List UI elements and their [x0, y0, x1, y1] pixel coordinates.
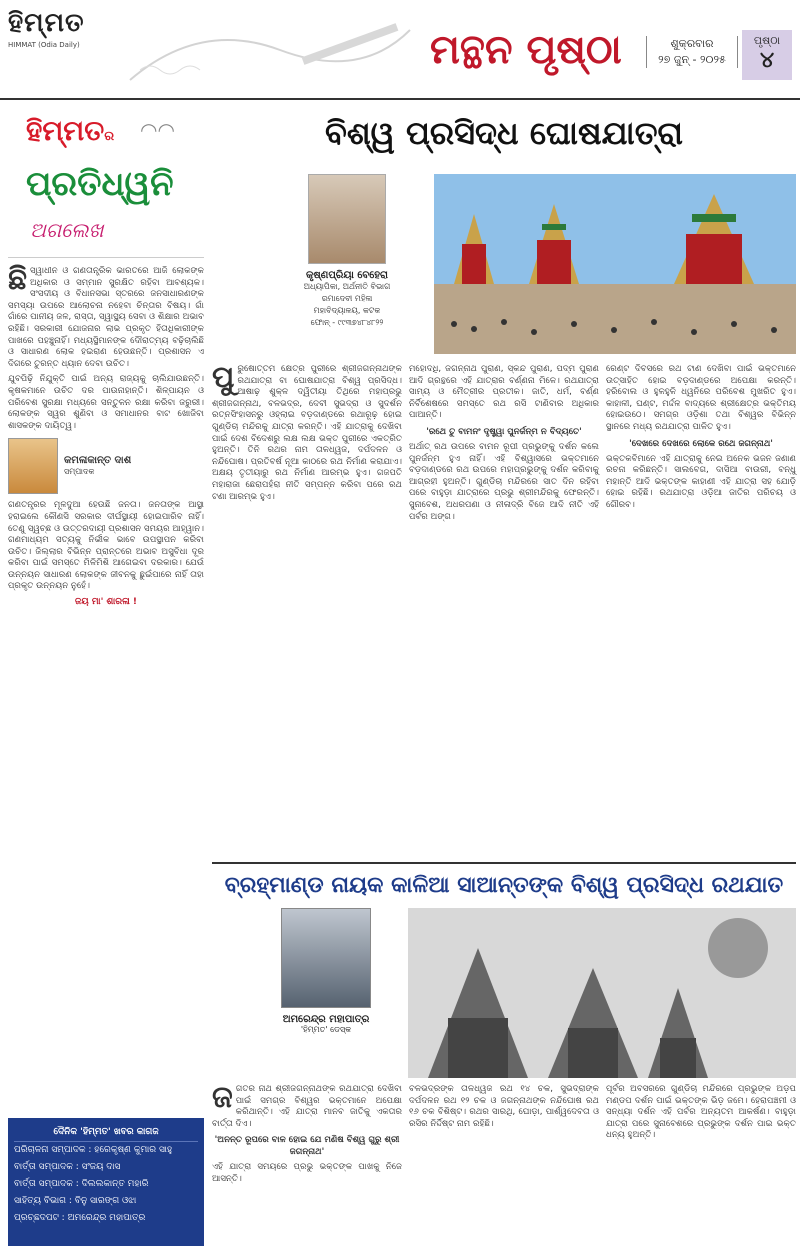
author-name: କୃଷ୍ଣପ୍ରିୟା ବେହେରା [305, 270, 389, 281]
article-byline [272, 174, 422, 356]
section-title: ମନ୍ଥନ ପୃଷ୍ଠା [430, 26, 622, 73]
article-column-2 [409, 364, 599, 864]
editor-photo [8, 438, 58, 494]
article-column-3 [606, 1084, 796, 1244]
article-text: ଏହି ଯାତ୍ରା ସମୟରେ ପ୍ରଭୁ ଭକ୍ତଙ୍କ ପାଖକୁ ନିଜେ ଆସନ୍ତି। [212, 1162, 402, 1184]
article-text: ରୁଷୋତ୍ତମ କ୍ଷେତ୍ର ପୁରୀରେ ଶ୍ରୀଜଗନ୍ନାଥଙ୍କ ରଥଯାତ୍ରା ବା ଘୋଷଯାତ୍ରା ବିଶ୍ୱ ପ୍ରସିଦ୍ଧ। ଆଷାଢ଼ ଶୁକ୍ଳ ଦ୍ୱିତୀୟା ତିଥିରେ ମହାପ୍ରଭୁ ଶ୍ରୀଜଗନ୍ନାଥ, ବଳଭଦ୍ର, ଦେବୀ ସୁଭଦ୍ରା ଓ ସୁଦର୍ଶନ ରତ୍ନସିଂହାସନରୁ ଓହ୍ଲାଇ ବଡ଼ଦାଣ୍ଡରେ ରଥାରୂଢ଼ ହୋଇ ଗୁଣ୍ଡିଚା ମନ୍ଦିରକୁ ଯାତ୍ରା କରନ୍ତି। ଏହି ଯାତ୍ରାକୁ ଦେଖିବା ପାଇଁ ଦେଶ ବିଦେଶରୁ ଲକ୍ଷ ଲକ୍ଷ ଭକ୍ତ ପୁରୀରେ ଏକତ୍ରିତ ହୁଅନ୍ତି। ତିନି ରଥର ନାମ ତାଳଧ୍ୱଜ, ଦର୍ପଦଳନ ଓ ନନ୍ଦିଘୋଷ। ପ୍ରତିବର୍ଷ ନୂଆ କାଠରେ ରଥ ନିର୍ମାଣ କରାଯାଏ। ଅକ୍ଷୟ ତୃତୀୟାରୁ ରଥ ନିର୍ମାଣ ଆରମ୍ଭ ହୁଏ। ଗଜପତି ମହାରାଜା ଛେରାପହଁରା ନୀତି ସମ୍ପନ୍ନ କରିବା ପରେ ରଥ ଟଣା ଆରମ୍ଭ ହୁଏ। [212, 364, 402, 502]
editorial-credits-box [8, 1118, 204, 1246]
brand-line-3: ଅଗଲେଖ [30, 218, 104, 242]
brand-line-2: ପ୍ରତିଧ୍ୱନି [26, 164, 174, 204]
rath-yatra-photo [434, 174, 796, 354]
article-text: ବଳଭଦ୍ରଙ୍କ ତାଳଧ୍ୱଜ ରଥ ୧୪ ଚକ, ସୁଭଦ୍ରାଙ୍କ ଦର୍ପଦଳନ ରଥ ୧୨ ଚକ ଓ ଜଗନ୍ନାଥଙ୍କ ନନ୍ଦିଘୋଷ ରଥ ୧୬ ଚକ ବିଶିଷ୍ଟ। ରଥର ସାରଥି, ଘୋଡ଼ା, ପାର୍ଶ୍ୱଦେବତା ଓ ରସିର ନିର୍ଦ୍ଦିଷ୍ଟ ନାମ ରହିଛି। [409, 1084, 599, 1129]
editorial-brand [8, 108, 204, 258]
logo-text: ହିମ୍ମତ [8, 8, 85, 38]
author-name: ଅମରେନ୍ଦ୍ର ମହାପାତ୍ର [282, 1014, 370, 1025]
author-photo [308, 174, 386, 264]
editorial-column [8, 108, 204, 1248]
page-number-box [742, 30, 792, 80]
editorial-signoff: ଜୟ ମା' ଶାରଳା ! [75, 597, 137, 608]
date-box [646, 36, 738, 68]
article-headline: ବ୍ରହ୍ମାଣ୍ଡ ନାୟକ କାଳିଆ ସାଆନ୍ତଙ୍କ ବିଶ୍ୱ ପ୍ରସିଦ୍ଧ ରଥଯାତ [212, 862, 796, 908]
verse-quote: 'ରଥେ ତୁ ବାମନଂ ଦୃଷ୍ଟ୍ୱା ପୁନର୍ଜନ୍ମ ନ ବିଦ୍ୟତେ' [426, 426, 582, 437]
article-text: ରେଣ୍ଟ ଦିବସରେ ରଥ ଟାଣ ଦେଖିବା ପାଇଁ ଭକ୍ତମାନେ ଉତ୍ସାହିତ ହୋଇ ବଡ଼ଦାଣ୍ଡରେ ଅପେକ୍ଷା କରନ୍ତି। ହରିବୋଲ ଓ ହୁଳହୁଳି ଧ୍ୱନିରେ ପରିବେଶ ମୁଖରିତ ହୁଏ। କାହାଳୀ, ଘଣ୍ଟ, ମର୍ଦ୍ଦଳ ବାଦ୍ୟରେ ଶ୍ରୀକ୍ଷେତ୍ର ଭକ୍ତିମୟ ହୋଇଉଠେ। ସମଗ୍ର ଓଡ଼ିଶା ତଥା ବିଶ୍ୱର ବିଭିନ୍ନ ସ୍ଥାନରେ ମଧ୍ୟ ରଥଯାତ୍ରା ପାଳିତ ହୁଏ। [606, 364, 796, 432]
article-headline: ବିଶ୍ୱ ପ୍ରସିଦ୍ଧ ଘୋଷଯାତ୍ରା [325, 114, 683, 152]
credit-line: ବାର୍ତ୍ତା ସମ୍ପାଦକ : ଦିଲଲକାନ୍ତ ମହାରି [14, 1179, 149, 1189]
article-byline [266, 908, 386, 1035]
newspaper-logo [8, 8, 128, 92]
article-column-1 [212, 1080, 402, 1244]
credit-line: ବାର୍ତ୍ତା ସମ୍ପାଦକ : ସଂଜୟ ଦାସ [14, 1162, 121, 1172]
credit-line: ପ୍ରଚ୍ଛଦପଟ : ଅମରେନ୍ଦ୍ର ମହାପାତ୍ର [14, 1213, 146, 1223]
author-line: ମହାବିଦ୍ୟାଳୟ, କଟକ [313, 306, 381, 315]
logo-subtitle: HIMMAT (Odia Daily) [8, 41, 80, 49]
editorial-para-2: ଯୁବପିଢ଼ି ନିଯୁକ୍ତି ପାଇଁ ଅନ୍ୟ ରାଜ୍ୟକୁ ଚାଲିଯାଉଛନ୍ତି। କୃଷକମାନେ ଉଚିତ ଦର ପାଉନାହାନ୍ତି। ଶିଳ୍ପାୟନ ଓ ପରିବେଶ ସୁରକ୍ଷା ମଧ୍ୟରେ ସନ୍ତୁଳନ ରକ୍ଷା କରିବା ଜରୁରୀ। ଲୋକଙ୍କ ସ୍ୱର ଶୁଣିବା ଓ ସମାଧାନର ବାଟ ଖୋଜିବା ଶାସକଙ୍କ ଦାୟିତ୍ୱ। [8, 374, 204, 431]
author-line: ଫୋନ୍ - ୯୯୩୭୪୮୪୮୨୨ [310, 318, 384, 327]
author-line: ଅଧ୍ୟାପିକା, ଅର୍ଥନୀତି ବିଭାଗ [303, 282, 391, 291]
date-label: ୨୭ ଜୁନ୍ - ୨୦୨୫ [658, 53, 726, 66]
dropcap: ଛି [8, 262, 28, 297]
pen-illustration-icon [120, 10, 420, 90]
author-desk: 'ହିମ୍ମତ' ଡେସ୍କ [300, 1025, 352, 1034]
editorial-author [8, 438, 204, 494]
credits-head: ଦୈନିକ 'ହିମ୍ମତ' ଖବର କାଗଜ [14, 1124, 198, 1142]
editorial-para-3: ଗଣତନ୍ତ୍ରର ମୂଳଦୁଆ ହେଉଛି ଜନତା। ଜନତାଙ୍କ ଆସ୍ଥା ହରାଇଲେ କୌଣସି ସରକାର ଦୀର୍ଘସ୍ଥାୟୀ ହୋଇପାରିବ ନାହିଁ। ତେଣୁ ସ୍ୱଚ୍ଛ ଓ ଉତ୍ତରଦାୟୀ ପ୍ରଶାସନ ସମୟର ଆହ୍ୱାନ। ଗଣମାଧ୍ୟମ ସତ୍ୟକୁ ନିର୍ଭୀକ ଭାବେ ଉପସ୍ଥାପନ କରିବା ଉଚିତ। ଜିଲ୍ଲାର ବିଭିନ୍ନ ପ୍ରାନ୍ତରେ ଅଭାବ ଅସୁବିଧା ଦୂର କରିବା ପାଇଁ ସମସ୍ତେ ମିଳିମିଶି ଆଗେଇବା ଦରକାର। ଯେଉଁ ଉନ୍ନୟନ ସାଧାରଣ ଲୋକଙ୍କ ଜୀବନକୁ ଛୁଇଁପାରେ ନାହିଁ ତାହା ପ୍ରକୃତ ଉନ୍ନୟନ ନୁହେଁ। [8, 500, 204, 592]
article-body [212, 1080, 796, 1244]
article-column-2 [409, 1084, 599, 1244]
dropcap: ଜ [212, 1080, 233, 1115]
article-text: ମହୋଦଧି, ଜଗନ୍ନାଥ ପୁରାଣ, ସ୍କନ୍ଦ ପୁରାଣ, ପଦ୍ମ ପୁରାଣ ଆଦି ଗ୍ରନ୍ଥରେ ଏହି ଯାତ୍ରାର ବର୍ଣ୍ଣନା ମିଳେ। ରଥଯାତ୍ରା ସାମ୍ୟ ଓ ମୈତ୍ରୀର ପ୍ରତୀକ। ଜାତି, ଧର୍ମ, ବର୍ଣ୍ଣ ନିର୍ବିଶେଷରେ ସମସ୍ତେ ରଥ ରସି ଟାଣିବାର ଅଧିକାର ପାଆନ୍ତି। [409, 364, 599, 421]
article-body [212, 360, 796, 864]
article-text: ଭକ୍ତକବିମାନେ ଏହି ଯାତ୍ରାକୁ ନେଇ ଅନେକ ଭଜନ ଜଣାଣ ରଚନା କରିଛନ୍ତି। ସାଲବେଗ, ଦାସିଆ ବାଉରୀ, ବନ୍ଧୁ ମହାନ୍ତି ଆଦି ଭକ୍ତଙ୍କ କାହାଣୀ ଏହି ଯାତ୍ରା ସହ ଯୋଡ଼ି ହୋଇ ରହିଛି। ରଥଯାତ୍ରା ଓଡ଼ିଆ ଜାତିର ପରିଚୟ ଓ ଗୌରବ। [606, 453, 796, 510]
day-label: ଶୁକ୍ରବାର [670, 37, 714, 50]
broadcast-icon: ◠◠ [140, 118, 175, 142]
brand-line-1: ହିମ୍ମତର [26, 114, 115, 147]
editor-role: ସମ୍ପାଦକ [64, 467, 95, 477]
article-column-1 [212, 360, 402, 864]
editorial-body [8, 262, 204, 609]
chariot-photo [408, 908, 796, 1078]
masthead [0, 0, 800, 100]
article-rathayatra [212, 862, 796, 1248]
author-photo [281, 908, 371, 1008]
verse-quote: 'ଅନନ୍ତ ରୂପରେ ବାଳ ହୋଇ ଯେ ମଣିଷ ବିଶ୍ୱ ଗୁରୁ ଶ୍ରୀ ଜଗନ୍ନାଥ' [214, 1135, 400, 1158]
dropcap: ପୁ [212, 360, 235, 395]
article-column-3 [606, 364, 796, 864]
credit-line: ପରିଚାଳନା ସମ୍ପାଦକ : ହରେକୃଷ୍ଣ କୁମାର ସାହୁ [14, 1145, 173, 1155]
author-line: ରମାଦେବୀ ମହିଳା [321, 294, 373, 303]
article-text: ଅର୍ଥାତ୍ ରଥ ଉପରେ ବାମନ ରୂପୀ ପ୍ରଭୁଙ୍କୁ ଦର୍ଶନ କଲେ ପୁନର୍ଜନ୍ମ ହୁଏ ନାହିଁ। ଏହି ବିଶ୍ୱାସରେ ଭକ୍ତମାନେ ବଡ଼ଦାଣ୍ଡରେ ରଥ ଉପରେ ମହାପ୍ରଭୁଙ୍କୁ ଦର୍ଶନ କରିବାକୁ ଆଗ୍ରହୀ ହୁଅନ୍ତି। ଗୁଣ୍ଡିଚା ମନ୍ଦିରରେ ସାତ ଦିନ ରହିବା ପରେ ବାହୁଡ଼ା ଯାତ୍ରାରେ ପ୍ରଭୁ ଶ୍ରୀମନ୍ଦିରକୁ ଫେରନ୍ତି। ସୁନାବେଶ, ଅଧରପଣା ଓ ନୀଳାଦ୍ରି ବିଜେ ଆଦି ନୀତି ଏହି ପର୍ବର ଅଙ୍ଗ। [409, 441, 599, 522]
editorial-para-1: ସ୍ୱାଧୀନ ଓ ଗଣତାନ୍ତ୍ରିକ ଭାରତରେ ଆଜି ଲୋକଙ୍କ ଅଧିକାର ଓ ସମ୍ମାନ ସୁରକ୍ଷିତ ରହିବା ଆବଶ୍ୟକ। ସଂସଦୀୟ ଓ ବିଧାନସଭା ସ୍ତରରେ ଜନସାଧାରଣଙ୍କ ସମସ୍ୟା ଉପରେ ଆଲୋଚନା ନହେବା ଚିନ୍ତାର ବିଷୟ। ଗାଁ ଗାଁରେ ପାନୀୟ ଜଳ, ରାସ୍ତା, ସ୍ୱାସ୍ଥ୍ୟ ସେବା ଓ ଶିକ୍ଷାର ଅଭାବ ରହିଛି। ସରକାରୀ ଯୋଜନାର ଲାଭ ପ୍ରକୃତ ହିତାଧିକାରୀଙ୍କ ପାଖରେ ପହଞ୍ଚୁନାହିଁ। ମଧ୍ୟସ୍ଥିମାନଙ୍କ ଦୌରାତ୍ମ୍ୟ ବଢ଼ିଚାଲିଛି ଓ ସାଧାରଣ ଲୋକ ହଇରାଣ ହେଉଛନ୍ତି। ପ୍ରଶାସନ ଏ ଦିଗରେ ତୁରନ୍ତ ଧ୍ୟାନ ଦେବା ଉଚିତ। [8, 266, 204, 369]
verse-quote: 'ଦେଖରେ ଦେଖରେ ଲୋକେ ରଥେ ଜଗନ୍ନାଥ' [629, 438, 773, 449]
article-text: ପୂର୍ବର ଅବସରରେ ଗୁଣ୍ଡିଚା ମନ୍ଦିରରେ ପ୍ରଭୁଙ୍କ ଅଡ଼ପ ମଣ୍ଡପ ଦର୍ଶନ ପାଇଁ ଭକ୍ତଙ୍କ ଭିଡ଼ ଜମେ। ହେରାପଞ୍ଚମୀ ଓ ସନ୍ଧ୍ୟା ଦର୍ଶନ ଏହି ପର୍ବର ଅନ୍ୟତମ ଆକର୍ଷଣ। ବାହୁଡ଼ା ଯାତ୍ରା ପରେ ସୁନାବେଶରେ ପ୍ରଭୁଙ୍କ ଦର୍ଶନ ପାଇ ଭକ୍ତ ଧନ୍ୟ ହୁଅନ୍ତି। [606, 1084, 796, 1141]
editor-name: କମଳାକାନ୍ତ ଦାଶ [64, 454, 132, 466]
page-number: ୪ [759, 48, 775, 73]
page-label: ପୃଷ୍ଠା [753, 34, 781, 47]
credit-line: ସାହିତ୍ୟ ବିଭାଗ : ବିନୁ ସାରଙ୍ଗ ଓଝା [14, 1196, 137, 1206]
article-text: ଗତର ନାଥ ଶ୍ରୀଜଗନ୍ନାଥଙ୍କ ରଥଯାତ୍ରା ଦେଖିବା ପାଇଁ ସମଗ୍ର ବିଶ୍ୱର ଭକ୍ତମାନେ ଅପେକ୍ଷା କରିଥାନ୍ତି। ଏହି ଯାତ୍ରା ମାନବ ଜାତିକୁ ଏକତାର ବାର୍ତ୍ତା ଦିଏ। [212, 1084, 402, 1129]
